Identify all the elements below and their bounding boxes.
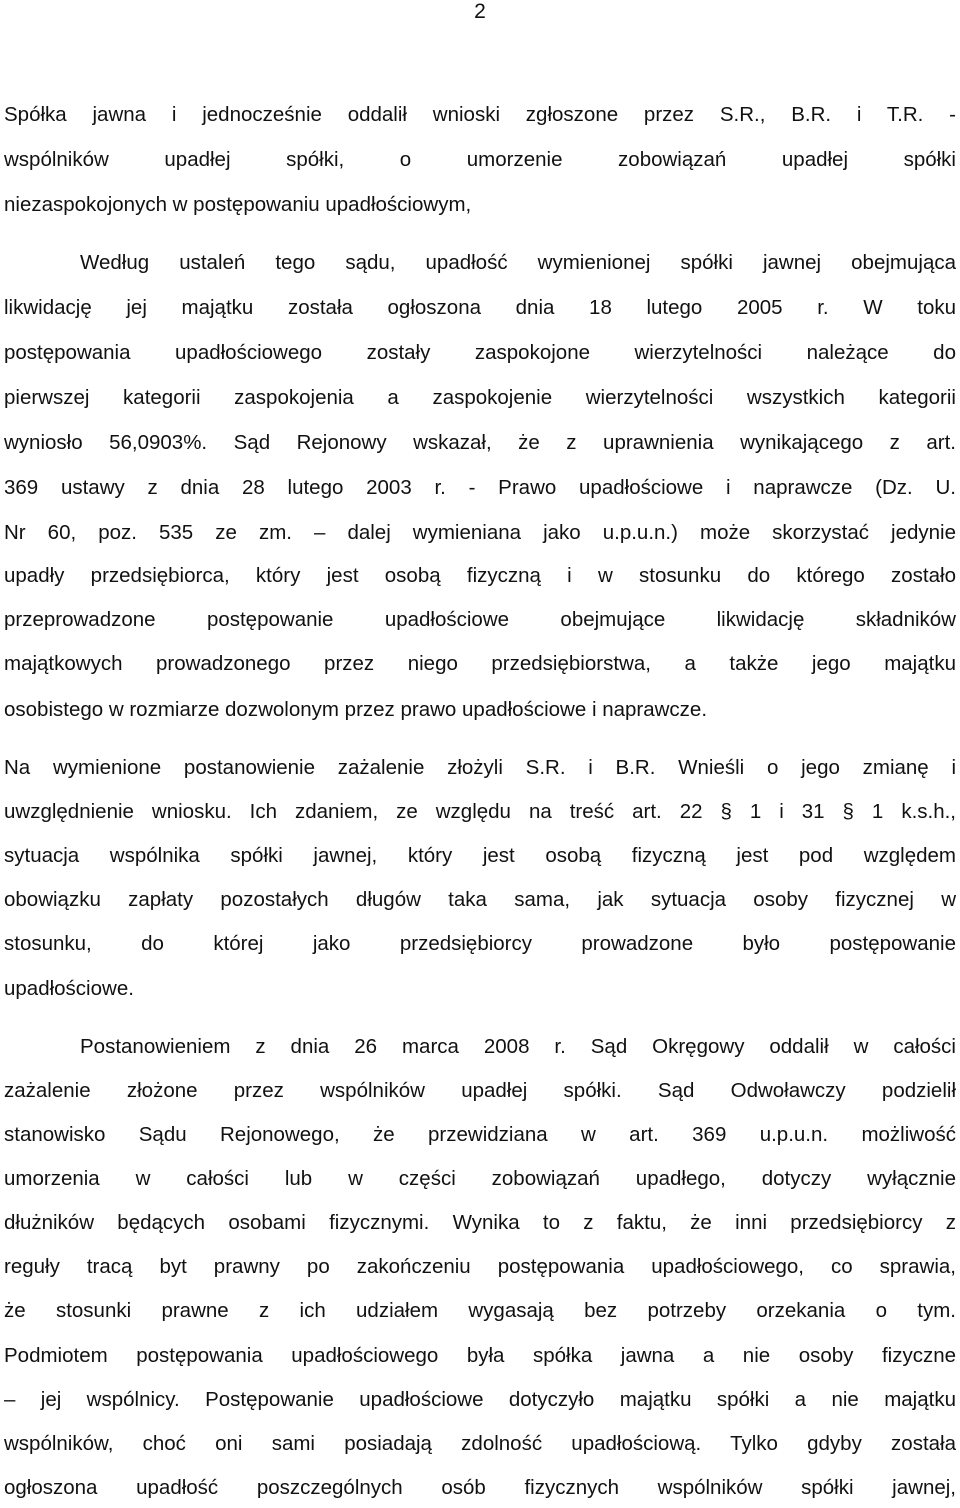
text-line: sytuacja wspólnika spółki jawnej, który jest osobą fizyczną jest pod względem bbox=[4, 844, 956, 867]
text-line: reguły tracą byt prawny po zakończeniu postępowania upadłościowego, co sprawia, bbox=[4, 1255, 956, 1278]
text-line: Podmiotem postępowania upadłościowego była spółka jawna a nie osoby fizyczne bbox=[4, 1344, 956, 1367]
text-line: ogłoszona upadłość poszczególnych osób fizycznych wspólników spółki jawnej, bbox=[4, 1476, 956, 1499]
text-line: upadłościowe. bbox=[4, 977, 134, 1000]
text-line: przeprowadzone postępowanie upadłościowe obejmujące likwidację składników bbox=[4, 608, 956, 631]
page-number: 2 bbox=[474, 0, 486, 23]
text-line: 369 ustawy z dnia 28 lutego 2003 r. - Prawo upadłościowe i naprawcze (Dz. U. bbox=[4, 476, 956, 499]
text-line: Postanowieniem z dnia 26 marca 2008 r. Sąd Okręgowy oddalił w całości bbox=[80, 1035, 956, 1058]
text-line: obowiązku zapłaty pozostałych długów taka sama, jak sytuacja osoby fizycznej w bbox=[4, 888, 956, 911]
text-line: stanowisko Sądu Rejonowego, że przewidziana w art. 369 u.p.u.n. możliwość bbox=[4, 1123, 956, 1146]
text-line: pierwszej kategorii zaspokojenia a zaspokojenie wierzytelności wszystkich kategorii bbox=[4, 386, 956, 409]
text-line: dłużników będących osobami fizycznymi. Wynika to z faktu, że inni przedsiębiorcy z bbox=[4, 1211, 956, 1234]
text-line: że stosunki prawne z ich udziałem wygasają bez potrzeby orzekania o tym. bbox=[4, 1299, 956, 1322]
text-line: zażalenie złożone przez wspólników upadłej spółki. Sąd Odwoławczy podzielił bbox=[4, 1079, 956, 1102]
text-line: umorzenia w całości lub w części zobowiązań upadłego, dotyczy wyłącznie bbox=[4, 1167, 956, 1190]
text-line: wspólników, choć oni sami posiadają zdolność upadłościową. Tylko gdyby została bbox=[4, 1432, 956, 1455]
text-line: postępowania upadłościowego zostały zaspokojone wierzytelności należące do bbox=[4, 341, 956, 364]
text-line: majątkowych prowadzonego przez niego przedsiębiorstwa, a także jego majątku bbox=[4, 652, 956, 675]
text-line: stosunku, do której jako przedsiębiorcy prowadzone było postępowanie bbox=[4, 932, 956, 955]
text-line: osobistego w rozmiarze dozwolonym przez prawo upadłościowe i naprawcze. bbox=[4, 698, 708, 721]
text-line: upadły przedsiębiorca, który jest osobą fizyczną i w stosunku do którego zostało bbox=[4, 564, 956, 587]
text-line: – jej wspólnicy. Postępowanie upadłościowe dotyczyło majątku spółki a nie majątku bbox=[4, 1388, 956, 1411]
text-line: wspólników upadłej spółki, o umorzenie zobowiązań upadłej spółki bbox=[4, 148, 956, 171]
text-line: Spółka jawna i jednocześnie oddalił wnioski zgłoszone przez S.R., B.R. i T.R. - bbox=[4, 103, 956, 126]
text-line: niezaspokojonych w postępowaniu upadłościowym, bbox=[4, 193, 472, 216]
text-line: likwidację jej majątku została ogłoszona dnia 18 lutego 2005 r. W toku bbox=[4, 296, 956, 319]
text-line: Według ustaleń tego sądu, upadłość wymienionej spółki jawnej obejmująca bbox=[80, 251, 956, 274]
text-line: Na wymienione postanowienie zażalenie złożyli S.R. i B.R. Wnieśli o jego zmianę i bbox=[4, 756, 956, 779]
text-line: wyniosło 56,0903%. Sąd Rejonowy wskazał, że z uprawnienia wynikającego z art. bbox=[4, 431, 956, 454]
text-line: Nr 60, poz. 535 ze zm. – dalej wymieniana jako u.p.u.n.) może skorzystać jedynie bbox=[4, 521, 956, 544]
text-line: uwzględnienie wniosku. Ich zdaniem, ze względu na treść art. 22 § 1 i 31 § 1 k.s.h., bbox=[4, 800, 956, 823]
